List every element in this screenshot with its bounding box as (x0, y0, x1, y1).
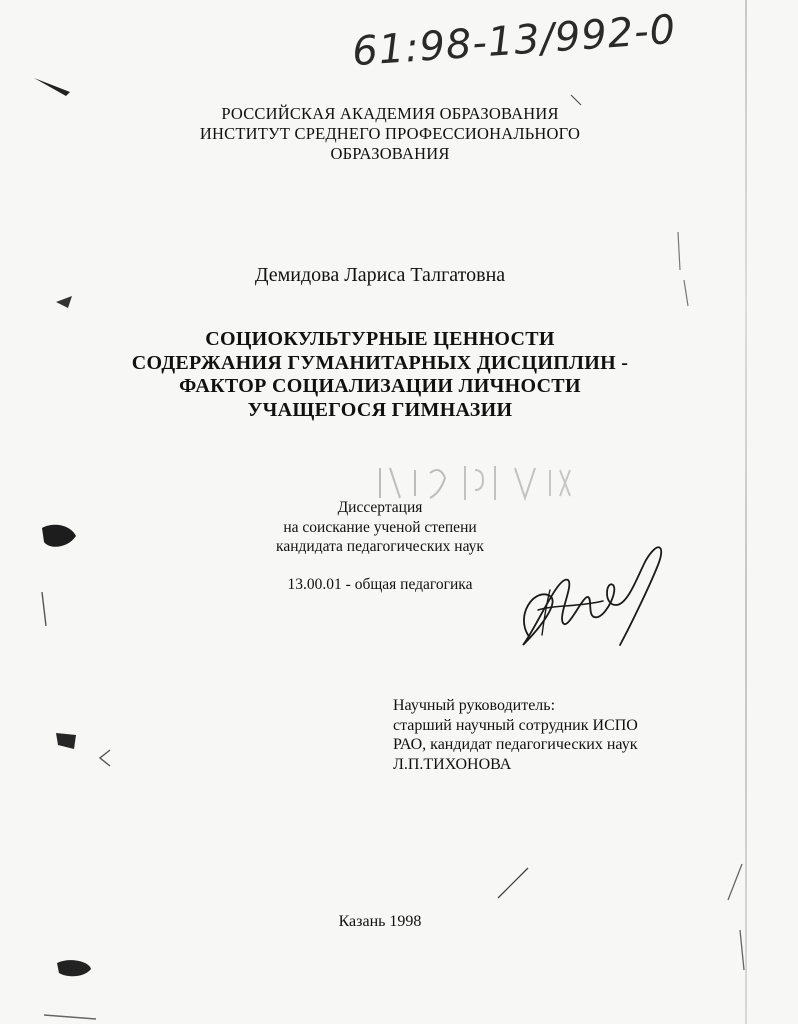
binding-mark (55, 955, 95, 985)
dissertation-title (110, 328, 650, 422)
institution-line: ОБРАЗОВАНИЯ (330, 144, 450, 163)
institution-line: ИНСТИТУТ СРЕДНЕГО ПРОФЕССИОНАЛЬНОГО (199, 124, 581, 143)
institution-header (150, 104, 630, 164)
supervisor-line: старший научный сотрудник ИСПО (393, 716, 638, 734)
supervisor-line: РАО, кандидат педагогических наук (393, 736, 638, 753)
title-line: СОЦИОКУЛЬТУРНЫЕ ЦЕННОСТИ (205, 328, 555, 350)
author-name: Демидова Лариса Талгатовна (254, 264, 506, 286)
degree-statement (230, 498, 530, 557)
binding-mark (40, 518, 80, 558)
handwritten-signature (508, 535, 678, 655)
binding-mark (52, 725, 82, 755)
scan-tick (40, 995, 100, 1024)
title-line: ФАКТОР СОЦИАЛИЗАЦИИ ЛИЧНОСТИ (179, 375, 581, 397)
supervisor-line: Научный руководитель: (393, 697, 556, 714)
supervisor-line: Л.П.ТИХОНОВА (393, 755, 512, 773)
binding-mark (52, 290, 76, 314)
specialty-code: 13.00.01 - общая педагогика (287, 576, 473, 593)
scan-tick (36, 590, 50, 630)
title-line: СОДЕРЖАНИЯ ГУМАНИТАРНЫХ ДИСЦИПЛИН - (131, 351, 629, 374)
city-year: Казань 1998 (338, 913, 422, 930)
scientific-supervisor (393, 696, 638, 774)
degree-line: Диссертация (337, 499, 423, 516)
pencil-stroke (670, 230, 700, 310)
title-line: УЧАЩЕГОСЯ ГИМНАЗИИ (247, 398, 513, 421)
pencil-stroke (494, 862, 534, 902)
handwritten-catalog-number: 61:98-13/992-0 (350, 6, 678, 76)
pencil-stroke (720, 860, 750, 980)
scan-tick (96, 748, 116, 768)
degree-line: на соискание ученой степени (283, 518, 477, 536)
binding-mark (30, 70, 80, 100)
pencil-stroke (568, 92, 584, 108)
degree-line: кандидата педагогических наук (276, 538, 484, 555)
institution-line: РОССИЙСКАЯ АКАДЕМИЯ ОБРАЗОВАНИЯ (221, 104, 559, 123)
